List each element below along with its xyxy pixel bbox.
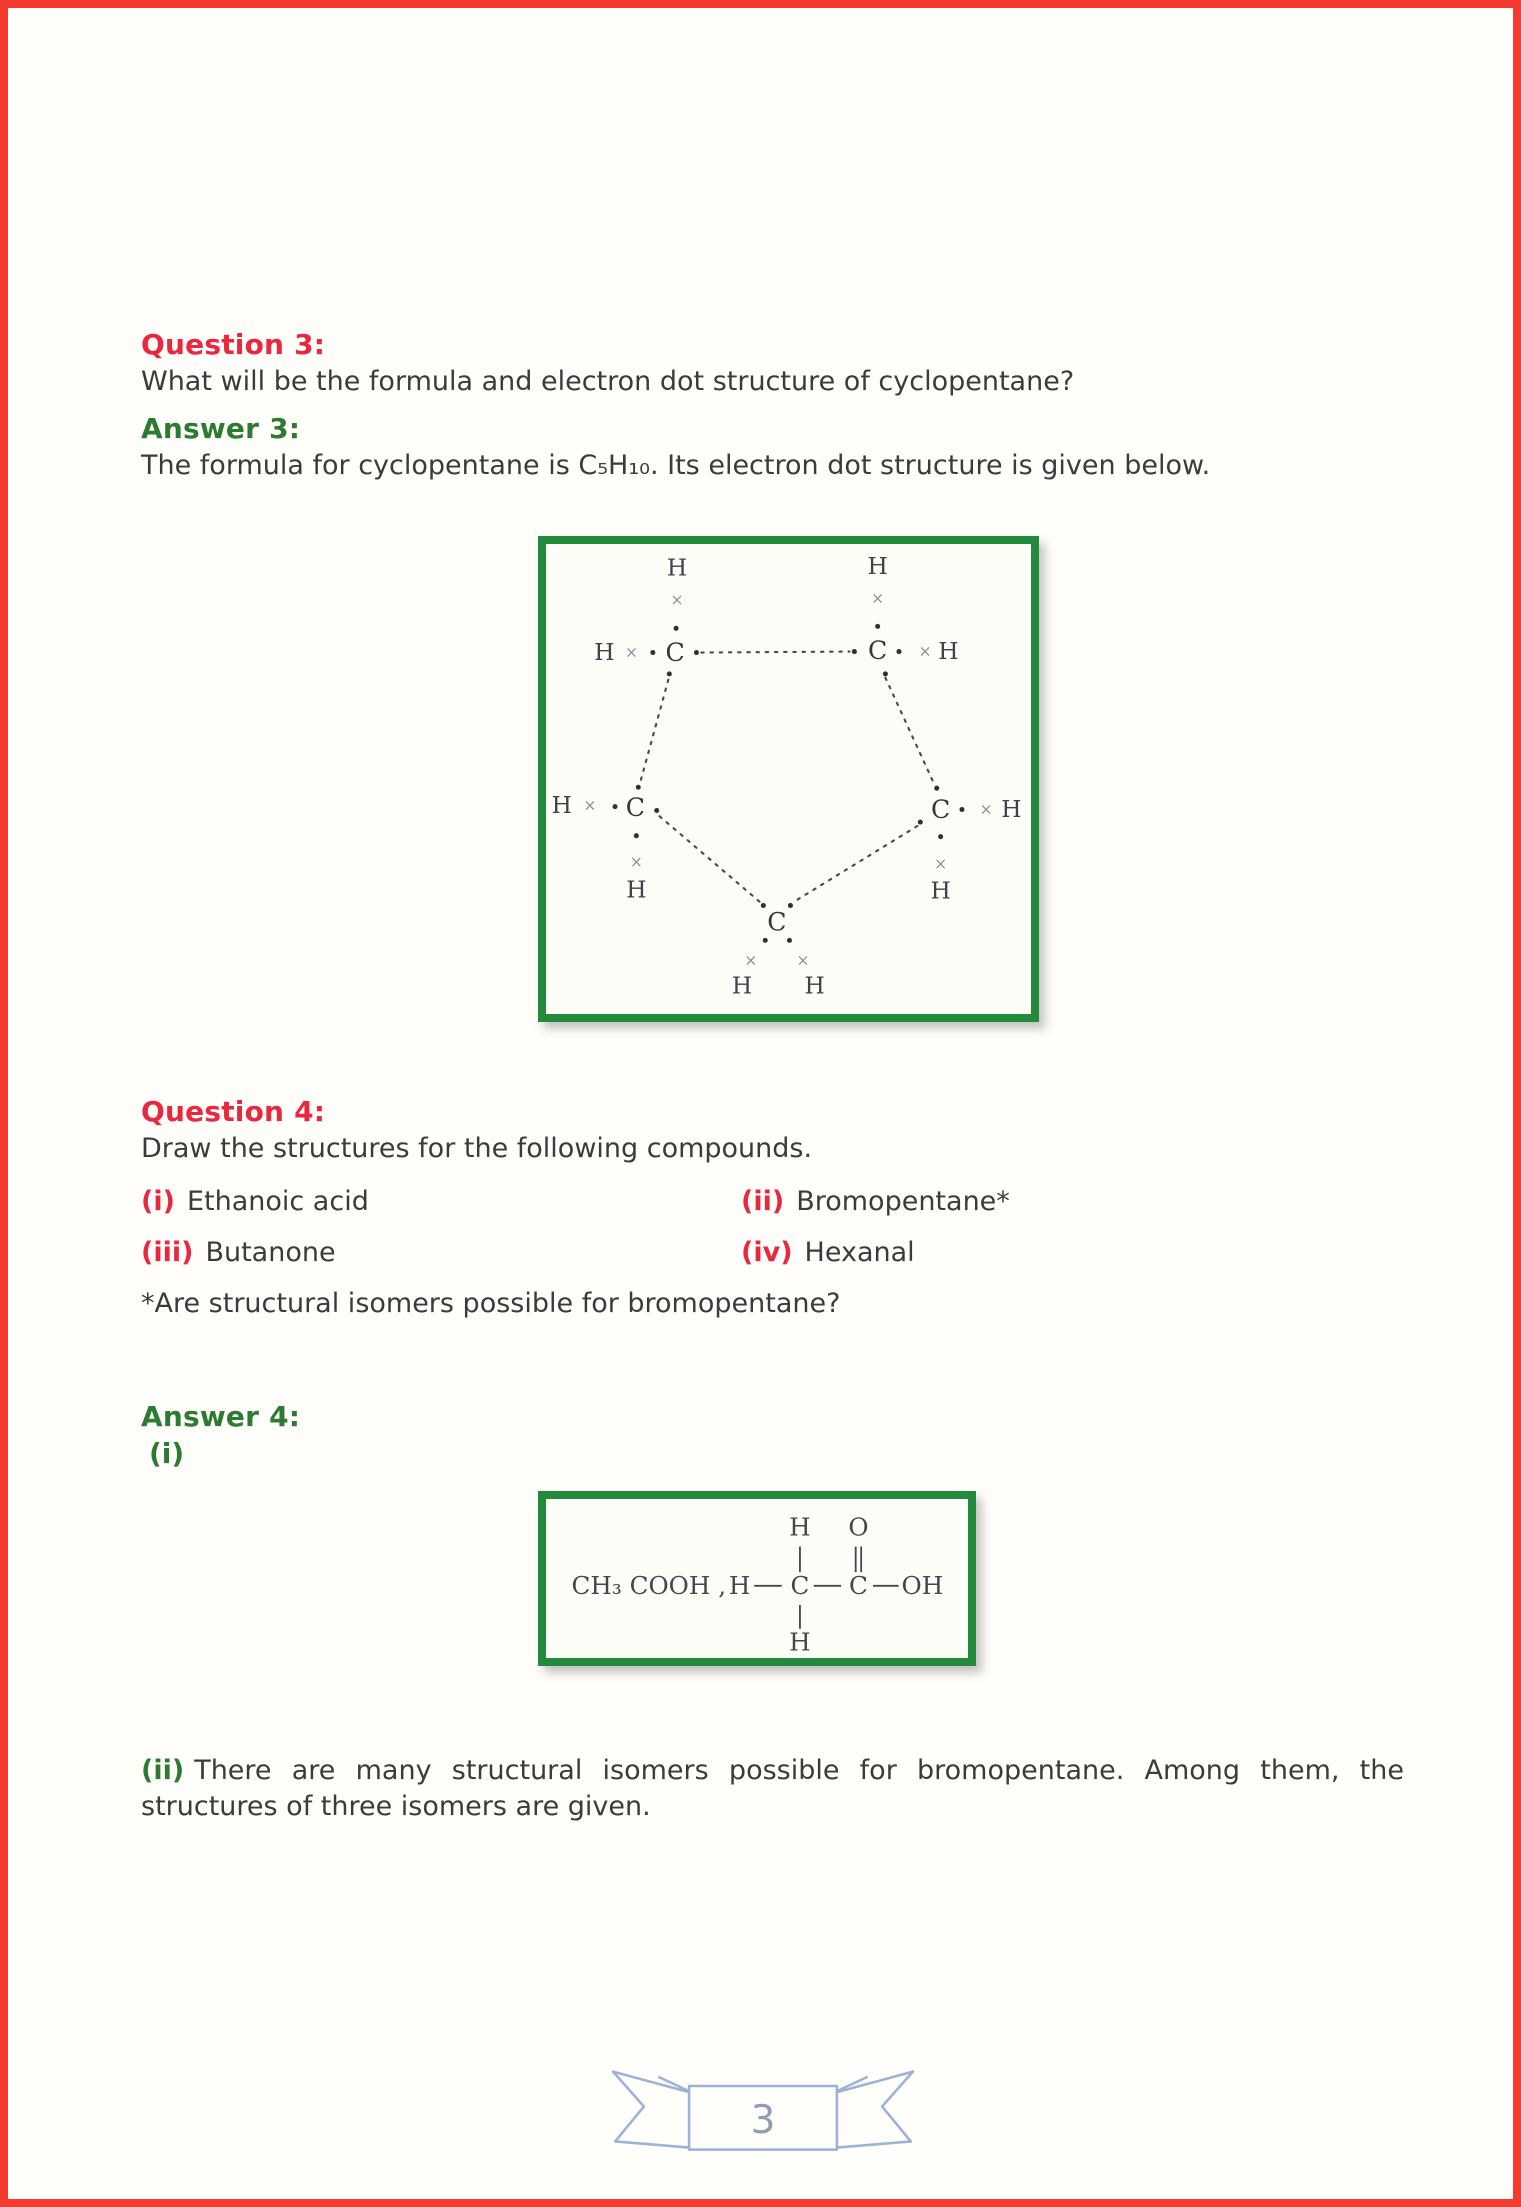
- electron-dot: [934, 786, 939, 791]
- page-number-ribbon: [609, 2054, 917, 2158]
- electron-cross: ×: [979, 800, 993, 819]
- carbon-atom-label: C: [868, 636, 888, 666]
- question-3-heading: Question 3:: [141, 328, 326, 361]
- carbon-carbon-bond: [885, 678, 933, 784]
- electron-cross: ×: [934, 854, 948, 873]
- list-item-butanone: [141, 1235, 336, 1271]
- electron-dot: [694, 650, 699, 655]
- carbon-carbon-bond: [701, 652, 849, 653]
- answer-3-text: The formula for cyclopentane is C₅H₁₀. Its electron dot structure is given below.: [141, 450, 1211, 481]
- answer-4-part-ii-paragraph: [141, 1753, 1404, 1825]
- hydrogen-atom-label: H: [930, 877, 951, 905]
- formula-label: H: [789, 1512, 811, 1542]
- carbon-carbon-bond: [640, 680, 668, 783]
- item-marker: (iv): [741, 1237, 793, 1268]
- electron-dot: [674, 626, 679, 631]
- formula-label: H: [789, 1627, 811, 1657]
- item-label: Butanone: [205, 1237, 336, 1268]
- electron-dot: [787, 938, 792, 943]
- electron-cross: ×: [583, 796, 597, 815]
- hydrogen-atom-label: H: [938, 638, 959, 666]
- hydrogen-atom-label: H: [1001, 796, 1022, 824]
- electron-cross: ×: [871, 589, 885, 608]
- electron-cross: ×: [670, 591, 684, 610]
- electron-dot: [883, 671, 888, 676]
- answer-4-part-ii-marker: (ii): [141, 1755, 185, 1786]
- hydrogen-atom-label: H: [551, 792, 572, 820]
- electron-dot: [788, 903, 793, 908]
- list-item-hexanal: [741, 1235, 915, 1271]
- formula-label: C: [790, 1571, 810, 1601]
- electron-dot: [650, 650, 655, 655]
- item-marker: (iii): [141, 1237, 194, 1268]
- electron-dot: [875, 624, 880, 629]
- electron-cross: ×: [625, 643, 639, 662]
- electron-cross: ×: [744, 951, 758, 970]
- electron-cross: ×: [796, 951, 810, 970]
- electron-cross: ×: [629, 852, 643, 871]
- carbon-atom-label: C: [767, 907, 787, 937]
- ribbon-banner-svg: [609, 2054, 917, 2158]
- question-3-text: What will be the formula and electron dot structure of cyclopentane?: [141, 366, 1075, 397]
- carbon-atom-label: C: [665, 638, 685, 668]
- formula-label: H: [728, 1571, 751, 1601]
- item-marker: (i): [141, 1186, 175, 1217]
- electron-dot: [667, 671, 672, 676]
- formula-label: CH₃ COOH ,: [571, 1571, 727, 1601]
- carbon-atom-label: C: [625, 793, 646, 823]
- answer-4-part-ii-text: There are many structural isomers possible for bromopentane. Among them, the structures of three isomers are given.: [141, 1755, 1404, 1822]
- hydrogen-atom-label: H: [804, 972, 825, 1000]
- answer-4-part-i-marker: (i): [149, 1437, 185, 1470]
- electron-dot: [634, 833, 639, 838]
- item-label: Ethanoic acid: [186, 1186, 369, 1217]
- electron-dot: [959, 807, 964, 812]
- formula-label: O: [848, 1512, 869, 1542]
- electron-dot: [763, 938, 768, 943]
- cyclopentane-dot-structure-figure: [538, 536, 1039, 1022]
- item-label: Hexanal: [804, 1237, 915, 1268]
- electron-dot: [636, 785, 641, 790]
- isomer-footnote: *Are structural isomers possible for bromopentane?: [141, 1288, 841, 1319]
- item-label: Bromopentane*: [796, 1186, 1010, 1217]
- electron-dot: [613, 804, 618, 809]
- hydrogen-atom-label: H: [867, 552, 888, 580]
- electron-cross: ×: [918, 642, 932, 661]
- electron-dot: [896, 649, 901, 654]
- ribbon-right-tail: [837, 2072, 913, 2148]
- carbon-carbon-bond: [660, 816, 760, 901]
- hydrogen-atom-label: H: [626, 876, 647, 904]
- ribbon-left-tail: [613, 2072, 689, 2148]
- electron-dot: [654, 808, 659, 813]
- electron-dot: [761, 903, 766, 908]
- formula-label: C: [848, 1571, 868, 1601]
- ethanoic-acid-structure-figure: [538, 1491, 976, 1666]
- hydrogen-atom-label: H: [594, 639, 615, 667]
- answer-3-heading: Answer 3:: [141, 412, 301, 445]
- question-4-text: Draw the structures for the following compounds.: [141, 1133, 813, 1164]
- formula-label: OH: [901, 1571, 944, 1601]
- hydrogen-atom-label: H: [731, 972, 753, 1000]
- question-4-heading: Question 4:: [141, 1095, 326, 1128]
- answer-4-heading: Answer 4:: [141, 1400, 301, 1433]
- carbon-atom-label: C: [931, 795, 951, 825]
- electron-dot: [918, 820, 923, 825]
- item-marker: (ii): [741, 1186, 785, 1217]
- electron-dot: [938, 834, 943, 839]
- electron-dot: [852, 649, 857, 654]
- ethanoic-acid-structure-svg: [546, 1499, 968, 1658]
- hydrogen-atom-label: H: [666, 554, 688, 582]
- list-item-ethanoic-acid: [141, 1184, 369, 1220]
- list-item-bromopentane: [741, 1184, 1010, 1220]
- page-number: 3: [750, 2098, 776, 2144]
- cyclopentane-dot-structure-svg: [546, 544, 1031, 1014]
- carbon-carbon-bond: [794, 826, 917, 902]
